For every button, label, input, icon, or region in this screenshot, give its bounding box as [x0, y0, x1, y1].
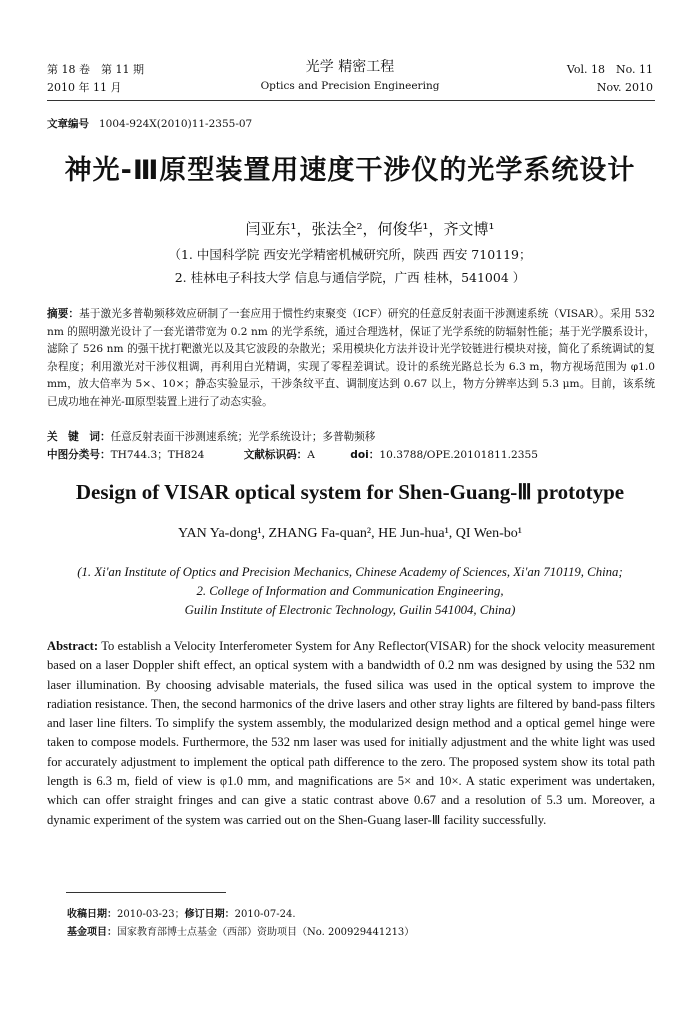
- affiliation-en-line: 2. College of Information and Communication Engineering,: [196, 584, 504, 598]
- authors-en: YAN Ya-dong¹, ZHANG Fa-quan², HE Jun-hua¹, QI Wen-bo¹: [178, 526, 522, 541]
- header-date-cn: 2010 年 11 月: [47, 81, 122, 94]
- article-id-value: 1004-924X(2010)11-2355-07: [99, 118, 253, 130]
- abstract-en: [47, 637, 655, 830]
- doc-code-value: A: [307, 449, 315, 461]
- abstract-en-label: Abstract:: [47, 639, 99, 653]
- fund-label: 基金项目：: [67, 927, 117, 938]
- clc-value: TH744.3；TH824: [110, 449, 205, 461]
- abstract-cn-label: 摘要：: [47, 308, 80, 320]
- revised-label: 修订日期：: [184, 909, 235, 920]
- header-journal-en: Optics and Precision Engineering: [260, 80, 440, 92]
- fund-value: 国家教育部博士点基金（西部）资助项目（No. 200929441213）: [117, 927, 415, 938]
- revised-value: 2010-07-24.: [234, 909, 296, 920]
- header-volume-en: Vol. 18 No. 11: [566, 63, 653, 76]
- header-date-en: Nov. 2010: [596, 81, 653, 94]
- footnote-fund: [47, 924, 655, 942]
- keywords-cn-label: 关 键 词：: [47, 431, 111, 443]
- affiliations-cn: [0, 243, 700, 289]
- doi-label: doi：: [350, 449, 380, 461]
- abstract-cn-text: 基于激光多普勒频移效应研制了一套应用于惯性约束聚变（ICF）研究的任意反射表面干涉测速系统（VISAR）。采用 532 nm 的照明激光设计了一套光谱带宽为 0.2 nm 的光学系统，通过合理选材，保证了光学系统的防辐射性能；基于光学膜系设计，滤除了 526 nm 的强干扰打靶激光以及其它波段的杂散光；采用模块化方法并设计光学铰链进行模块对接，简化了系统调试的复杂程度；利用激光对干涉仪粗调，再利用白光精调，实现了零程差调试。设计的系统光路总长为 6.3 m，物方视场范围为 φ1.0 mm，放大倍率为 5×、10×；静态实验显示，干涉条纹平直、调制度达到 0.67 以上，物方分辨率达到 5.3 μm。目前，该系统已成功地在神光-Ⅲ原型装置上进行了动态实验。: [47, 308, 655, 408]
- footnote-rule: [66, 892, 226, 893]
- title-en: Design of VISAR optical system for Shen-Guang-Ⅲ prototype: [75, 480, 625, 504]
- doi-value: 10.3788/OPE.20101811.2355: [379, 449, 538, 461]
- affiliation-en-line: Guilin Institute of Electronic Technology, Guilin 541004, China): [184, 603, 516, 617]
- affiliations-en: [0, 563, 700, 620]
- abstract-cn: [47, 306, 655, 412]
- received-value: 2010-03-23；: [117, 909, 185, 920]
- article-id-label: 文章编号: [47, 118, 89, 130]
- keywords-cn: [47, 429, 655, 447]
- keywords-cn-text: 任意反射表面干涉测速系统；光学系统设计；多普勒频移: [110, 431, 376, 443]
- header-rule: [47, 100, 655, 101]
- affiliation-en-line: (1. Xi'an Institute of Optics and Precision Mechanics, Chinese Academy of Sciences, Xi'an 710119, China;: [77, 565, 623, 579]
- affiliation-cn-line: 2. 桂林电子科技大学 信息与通信学院，广西 桂林，541004 ）: [174, 270, 526, 285]
- received-label: 收稿日期：: [67, 909, 117, 920]
- header-journal-cn: 光学 精密工程: [305, 59, 395, 75]
- authors-cn: 闫亚东¹，张法全²，何俊华¹，齐文博¹: [245, 220, 495, 238]
- clc-label: 中图分类号：: [47, 449, 111, 461]
- classification-line: [47, 447, 655, 465]
- header-volume-cn: 第 18 卷 第 11 期: [47, 63, 144, 76]
- footnote-dates: [47, 906, 655, 924]
- doc-code-label: 文献标识码：: [243, 449, 308, 461]
- abstract-en-text: To establish a Velocity Interferometer System for Any Reflector(VISAR) for the shock velocity measurement based on a laser Doppler shift effect, an optical system with a bandwidth of 0.2 nm was designed by using the 532 nm laser illumination. By choosing advisable materials, the fused silica was used in the optical system to improve the radiation resistance. Then, the second harmonics of the drive lasers and other stray lights are filtered by band-pass filters and laser line filters. To simplify the system assembly, the modularized design method and a optical gemel hinge were taken to compose models. Furthermore, the 532 nm laser was used for initially adjustment and the white light was used for accurately adjustment to implement the optical path difference to the zero. The proposed system show its total path length is 6.3 m, field of view is φ1.0 mm, and magnifications are 5× and 10×. A static experiment was undertaken, which can offer straight fringes and can give a static contrast above 0.67 and a resolution of 5.3 um. Moreover, a dynamic experiment of the system was carried out on the Shen-Guang laser-Ⅲ facility successfully.: [47, 639, 655, 827]
- title-cn: 神光-Ⅲ原型装置用速度干涉仪的光学系统设计: [64, 155, 636, 186]
- affiliation-cn-line: （1. 中国科学院 西安光学精密机械研究所，陕西 西安 710119；: [168, 247, 532, 262]
- article-id: [47, 117, 252, 132]
